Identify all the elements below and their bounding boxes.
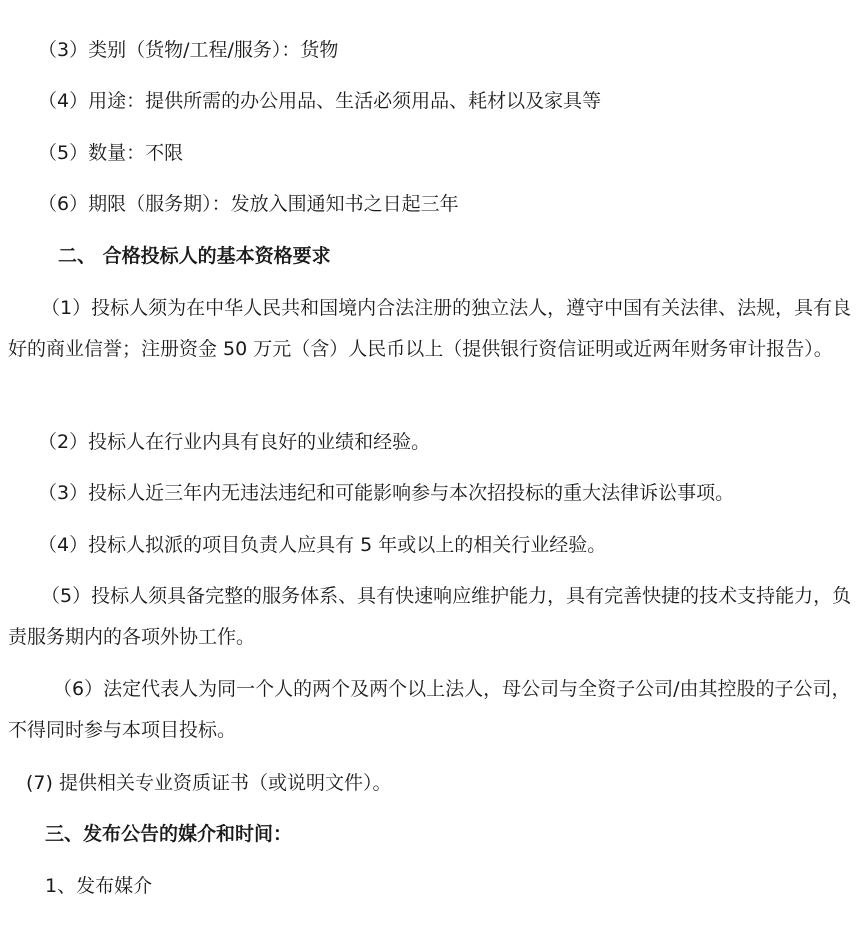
section-3-heading: 三、发布公告的媒介和时间： [45,823,293,845]
requirement-5: （5）投标人须具备完整的服务体系、具有快速响应维护能力，具有完善快捷的技术支持能力，负责服务期内的各项外协工作。 [8,585,852,648]
requirement-6: （6）法定代表人为同一个人的两个及两个以上法人，母公司与全资子公司/由其控股的子公司，不得同时参与本项目投标。 [8,678,851,741]
requirement-3: （3）投标人近三年内无违法违纪和可能影响参与本次招投标的重大法律诉讼事项。 [38,482,735,504]
requirement-7: (7) 提供相关专业资质证书（或说明文件）。 [26,772,392,794]
item-6-term: （6）期限（服务期）：发放入围通知书之日起三年 [38,193,459,215]
section-2-heading: 二、 合格投标人的基本资格要求 [58,245,331,267]
requirement-2: （2）投标人在行业内具有良好的业绩和经验。 [38,431,431,453]
requirement-1: （1）投标人须为在中华人民共和国境内合法注册的独立法人，遵守中国有关法律、法规，具有良好的商业信誉；注册资金 50 万元（含）人民币以上（提供银行资信证明或近两年财务审计报告）。 [8,297,852,360]
subsection-1-media: 1、发布媒介 [45,875,153,897]
requirement-4: （4）投标人拟派的项目负责人应具有 5 年或以上的相关行业经验。 [38,534,607,556]
item-5-quantity: （5）数量：不限 [38,142,184,164]
item-4-purpose: （4）用途：提供所需的办公用品、生活必须用品、耗材以及家具等 [38,90,602,112]
item-3-category: （3）类别（货物/工程/服务）：货物 [38,39,339,61]
